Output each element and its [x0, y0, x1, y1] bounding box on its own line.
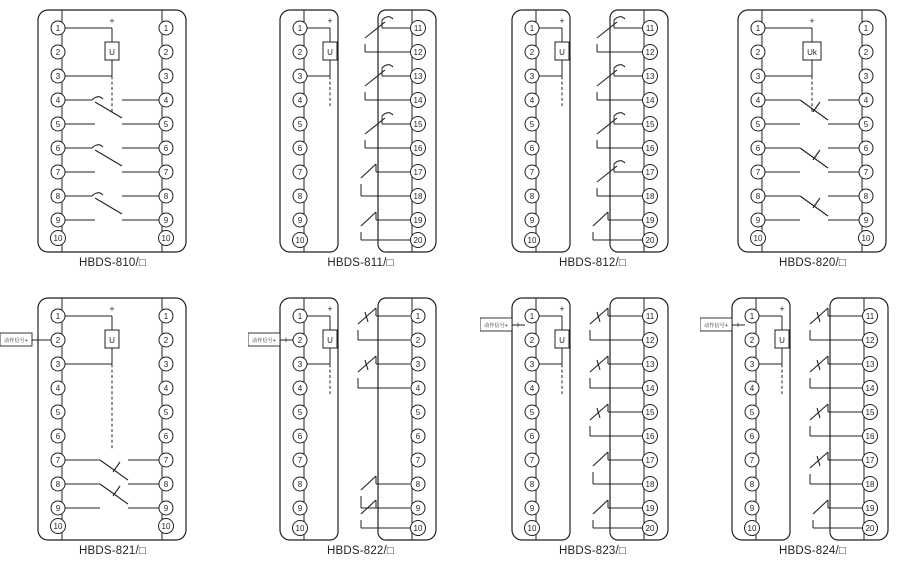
svg-text:11: 11 [645, 24, 655, 33]
svg-text:15: 15 [413, 120, 423, 129]
svg-text:Uk: Uk [807, 48, 817, 57]
svg-text:3: 3 [755, 72, 761, 81]
svg-text:7: 7 [55, 456, 61, 465]
signal-label-text: 动作信号+ [252, 338, 276, 344]
svg-text:4: 4 [297, 384, 303, 393]
svg-text:17: 17 [645, 456, 655, 465]
svg-text:3: 3 [415, 360, 421, 369]
svg-text:18: 18 [413, 192, 423, 201]
svg-text:17: 17 [865, 456, 875, 465]
svg-text:2: 2 [297, 48, 303, 57]
diagram-canvas [700, 290, 900, 548]
svg-text:9: 9 [755, 216, 761, 225]
diagram-hbds-824 [700, 290, 900, 580]
svg-text:9: 9 [55, 504, 61, 513]
svg-text:18: 18 [645, 480, 655, 489]
svg-text:7: 7 [163, 168, 169, 177]
svg-text:19: 19 [645, 504, 655, 513]
diagram-caption: HBDS-812/□ [558, 257, 627, 269]
svg-text:9: 9 [749, 504, 755, 513]
svg-text:7: 7 [55, 168, 61, 177]
svg-text:14: 14 [413, 96, 423, 105]
svg-text:9: 9 [297, 216, 303, 225]
svg-text:U: U [559, 48, 565, 57]
svg-text:U: U [559, 336, 565, 345]
svg-text:20: 20 [645, 236, 655, 245]
svg-text:2: 2 [55, 48, 61, 57]
svg-text:17: 17 [645, 168, 655, 177]
svg-text:8: 8 [297, 192, 303, 201]
svg-text:2: 2 [415, 336, 421, 345]
svg-text:3: 3 [529, 72, 535, 81]
svg-text:1: 1 [297, 312, 303, 321]
svg-text:3: 3 [749, 360, 755, 369]
svg-text:13: 13 [645, 72, 655, 81]
svg-text:1: 1 [529, 312, 535, 321]
svg-text:1: 1 [163, 312, 169, 321]
svg-text:6: 6 [863, 144, 869, 153]
svg-text:4: 4 [529, 384, 535, 393]
svg-text:4: 4 [529, 96, 535, 105]
svg-text:+: + [283, 335, 289, 345]
svg-text:10: 10 [413, 524, 423, 533]
svg-text:8: 8 [55, 480, 61, 489]
svg-text:1: 1 [749, 312, 755, 321]
svg-text:18: 18 [645, 192, 655, 201]
svg-text:8: 8 [415, 480, 421, 489]
signal-label-text: 动作信号+ [4, 338, 28, 344]
diagram-hbds-811 [248, 2, 473, 292]
svg-text:2: 2 [749, 336, 755, 345]
svg-text:19: 19 [645, 216, 655, 225]
svg-text:4: 4 [415, 384, 421, 393]
svg-text:+: + [109, 304, 115, 314]
svg-text:10: 10 [161, 522, 171, 531]
svg-text:2: 2 [529, 48, 535, 57]
diagram-canvas [0, 2, 225, 260]
svg-text:13: 13 [645, 360, 655, 369]
svg-text:12: 12 [865, 336, 875, 345]
svg-text:3: 3 [55, 360, 61, 369]
svg-text:+: + [735, 320, 741, 330]
svg-text:20: 20 [645, 524, 655, 533]
svg-text:U: U [327, 336, 333, 345]
svg-text:1: 1 [415, 312, 421, 321]
diagram-caption: HBDS-811/□ [327, 257, 394, 269]
svg-text:7: 7 [755, 168, 761, 177]
svg-text:1: 1 [755, 24, 761, 33]
svg-text:6: 6 [297, 144, 303, 153]
svg-text:2: 2 [529, 336, 535, 345]
svg-text:6: 6 [55, 144, 61, 153]
svg-text:5: 5 [297, 408, 303, 417]
svg-text:6: 6 [755, 144, 761, 153]
diagram-caption: HBDS-820/□ [778, 257, 847, 269]
diagram-hbds-823 [480, 290, 705, 580]
svg-text:7: 7 [529, 456, 535, 465]
svg-text:7: 7 [163, 456, 169, 465]
svg-text:5: 5 [163, 408, 169, 417]
svg-text:2: 2 [163, 336, 169, 345]
svg-text:3: 3 [863, 72, 869, 81]
svg-text:5: 5 [749, 408, 755, 417]
svg-text:U: U [109, 336, 115, 345]
signal-input-label [700, 318, 745, 331]
svg-text:U: U [109, 48, 115, 57]
svg-text:6: 6 [55, 432, 61, 441]
svg-text:+: + [809, 16, 815, 26]
svg-text:7: 7 [529, 168, 535, 177]
svg-text:19: 19 [413, 216, 423, 225]
svg-text:20: 20 [865, 524, 875, 533]
svg-text:5: 5 [529, 120, 535, 129]
svg-text:4: 4 [297, 96, 303, 105]
svg-text:18: 18 [865, 480, 875, 489]
svg-text:4: 4 [163, 96, 169, 105]
svg-text:4: 4 [755, 96, 761, 105]
svg-text:1: 1 [163, 24, 169, 33]
diagram-caption: HBDS-824/□ [778, 545, 847, 557]
svg-text:13: 13 [413, 72, 423, 81]
svg-text:3: 3 [529, 360, 535, 369]
svg-text:15: 15 [865, 408, 875, 417]
svg-text:10: 10 [861, 234, 871, 243]
svg-text:7: 7 [749, 456, 755, 465]
svg-text:+: + [35, 335, 41, 345]
svg-text:U: U [327, 48, 333, 57]
svg-text:10: 10 [295, 524, 305, 533]
svg-text:2: 2 [297, 336, 303, 345]
svg-text:4: 4 [55, 96, 61, 105]
diagram-caption: HBDS-810/□ [78, 257, 147, 269]
svg-text:9: 9 [163, 216, 169, 225]
svg-text:5: 5 [529, 408, 535, 417]
svg-text:6: 6 [529, 432, 535, 441]
svg-text:1: 1 [55, 24, 61, 33]
svg-text:20: 20 [413, 236, 423, 245]
svg-text:+: + [779, 304, 785, 314]
svg-text:5: 5 [297, 120, 303, 129]
svg-text:4: 4 [863, 96, 869, 105]
svg-text:10: 10 [527, 524, 537, 533]
svg-text:5: 5 [163, 120, 169, 129]
svg-text:3: 3 [163, 360, 169, 369]
svg-text:8: 8 [297, 480, 303, 489]
diagram-canvas [248, 290, 473, 548]
svg-text:3: 3 [55, 72, 61, 81]
svg-text:11: 11 [413, 24, 423, 33]
svg-text:9: 9 [297, 504, 303, 513]
signal-input-label [248, 333, 293, 346]
svg-text:17: 17 [413, 168, 423, 177]
svg-text:7: 7 [863, 168, 869, 177]
svg-text:6: 6 [415, 432, 421, 441]
svg-text:+: + [327, 304, 333, 314]
svg-text:3: 3 [297, 360, 303, 369]
svg-text:7: 7 [297, 456, 303, 465]
svg-text:9: 9 [55, 216, 61, 225]
svg-text:8: 8 [529, 192, 535, 201]
diagram-hbds-820 [700, 2, 900, 292]
svg-text:6: 6 [297, 432, 303, 441]
svg-text:12: 12 [645, 48, 655, 57]
svg-text:12: 12 [413, 48, 423, 57]
diagram-canvas [480, 2, 705, 260]
svg-text:4: 4 [55, 384, 61, 393]
diagram-caption: HBDS-821/□ [78, 545, 147, 557]
svg-text:8: 8 [529, 480, 535, 489]
svg-text:11: 11 [645, 312, 655, 321]
svg-text:8: 8 [749, 480, 755, 489]
svg-text:13: 13 [865, 360, 875, 369]
svg-text:1: 1 [55, 312, 61, 321]
svg-text:10: 10 [53, 234, 63, 243]
svg-text:2: 2 [863, 48, 869, 57]
diagram-hbds-822 [248, 290, 473, 580]
diagram-hbds-821 [0, 290, 225, 580]
svg-text:3: 3 [163, 72, 169, 81]
svg-text:14: 14 [645, 384, 655, 393]
svg-text:4: 4 [749, 384, 755, 393]
svg-text:19: 19 [865, 504, 875, 513]
diagram-canvas [700, 2, 900, 260]
svg-text:5: 5 [415, 408, 421, 417]
svg-text:2: 2 [163, 48, 169, 57]
svg-text:+: + [327, 16, 333, 26]
svg-text:4: 4 [163, 384, 169, 393]
svg-text:5: 5 [755, 120, 761, 129]
diagram-hbds-810 [0, 2, 225, 292]
svg-text:8: 8 [863, 192, 869, 201]
svg-text:6: 6 [749, 432, 755, 441]
svg-text:1: 1 [863, 24, 869, 33]
signal-input-label [480, 318, 525, 331]
diagram-hbds-812 [480, 2, 705, 292]
svg-text:5: 5 [55, 408, 61, 417]
diagram-caption: HBDS-822/□ [326, 545, 395, 557]
diagram-canvas [248, 2, 473, 260]
svg-text:14: 14 [645, 96, 655, 105]
svg-text:1: 1 [529, 24, 535, 33]
svg-text:7: 7 [297, 168, 303, 177]
svg-text:11: 11 [865, 312, 875, 321]
svg-text:15: 15 [645, 120, 655, 129]
signal-label-text: 动作信号+ [704, 323, 728, 329]
svg-text:8: 8 [755, 192, 761, 201]
svg-text:16: 16 [645, 432, 655, 441]
svg-text:12: 12 [645, 336, 655, 345]
svg-text:2: 2 [55, 336, 61, 345]
svg-text:+: + [109, 16, 115, 26]
svg-text:14: 14 [865, 384, 875, 393]
svg-text:8: 8 [163, 192, 169, 201]
svg-text:9: 9 [529, 504, 535, 513]
svg-text:6: 6 [163, 144, 169, 153]
svg-text:9: 9 [415, 504, 421, 513]
svg-text:16: 16 [645, 144, 655, 153]
svg-text:U: U [779, 336, 785, 345]
svg-text:7: 7 [415, 456, 421, 465]
svg-text:5: 5 [55, 120, 61, 129]
svg-text:10: 10 [295, 236, 305, 245]
svg-text:10: 10 [161, 234, 171, 243]
diagram-caption: HBDS-823/□ [558, 545, 627, 557]
svg-text:6: 6 [163, 432, 169, 441]
svg-text:15: 15 [645, 408, 655, 417]
svg-text:10: 10 [747, 524, 757, 533]
svg-text:2: 2 [755, 48, 761, 57]
svg-text:16: 16 [865, 432, 875, 441]
svg-text:+: + [559, 16, 565, 26]
svg-text:3: 3 [297, 72, 303, 81]
svg-text:16: 16 [413, 144, 423, 153]
svg-text:5: 5 [863, 120, 869, 129]
svg-text:1: 1 [297, 24, 303, 33]
diagram-canvas [0, 290, 225, 548]
svg-text:10: 10 [53, 522, 63, 531]
svg-text:10: 10 [753, 234, 763, 243]
svg-text:6: 6 [529, 144, 535, 153]
svg-text:+: + [515, 320, 521, 330]
svg-text:9: 9 [863, 216, 869, 225]
svg-text:9: 9 [163, 504, 169, 513]
svg-text:9: 9 [529, 216, 535, 225]
svg-text:8: 8 [163, 480, 169, 489]
svg-text:8: 8 [55, 192, 61, 201]
svg-text:+: + [559, 304, 565, 314]
diagram-canvas [480, 290, 705, 548]
signal-label-text: 动作信号+ [484, 323, 508, 329]
svg-text:10: 10 [527, 236, 537, 245]
